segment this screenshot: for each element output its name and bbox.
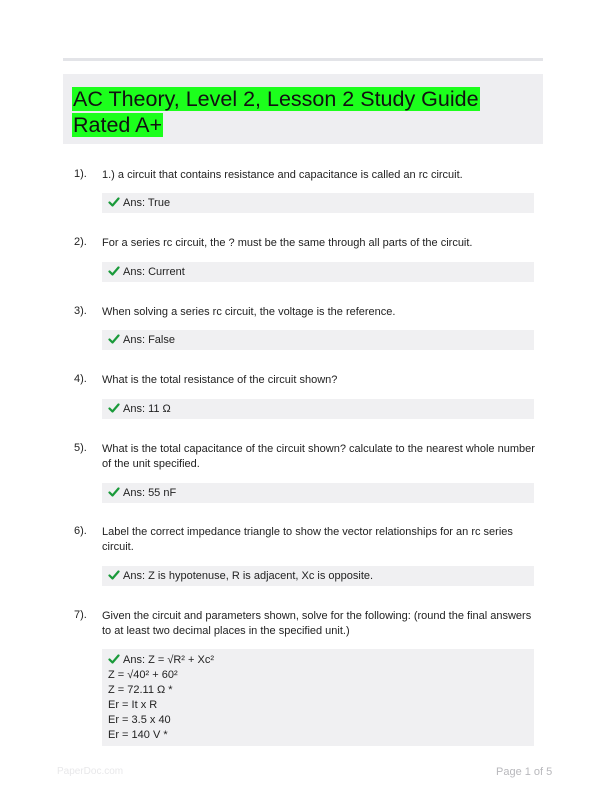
- answer-text: Ans: True: [123, 197, 171, 209]
- footer-watermark: PaperDoc.com: [57, 766, 124, 777]
- answer-line: Z = 72.11 Ω *: [108, 684, 173, 696]
- answer-box: [102, 399, 534, 419]
- answer-box: [102, 483, 534, 503]
- checkmark-icon: [108, 196, 120, 208]
- answer-line: Z = √40² + 60²: [108, 669, 178, 681]
- top-divider: [63, 58, 543, 61]
- question-number: 6).: [74, 525, 87, 537]
- answer-text: Ans: False: [123, 334, 175, 346]
- answer-line: Er = It x R: [108, 699, 158, 711]
- question-text: For a series rc circuit, the ? must be the same through all parts of the circuit.: [102, 237, 473, 249]
- checkmark-icon: [108, 402, 120, 414]
- answer-line: Er = 140 V *: [108, 729, 168, 741]
- question-number: 5).: [74, 442, 87, 454]
- question-number: 1).: [74, 168, 87, 180]
- question-number: 3).: [74, 305, 87, 317]
- checkmark-icon: [108, 653, 120, 665]
- question-number: 7).: [74, 609, 87, 621]
- checkmark-icon: [108, 265, 120, 277]
- document-title: AC Theory, Level 2, Lesson 2 Study Guide Rated A+: [73, 87, 479, 137]
- answer-box: [102, 649, 534, 746]
- answer-text: Ans: 11 Ω: [123, 403, 171, 415]
- answer-box: [102, 262, 534, 282]
- question-text: What is the total capacitance of the circuit shown? calculate to the nearest whole number of the unit specified.: [102, 443, 535, 470]
- question-text: Label the correct impedance triangle to show the vector relationships for an rc series circuit.: [102, 526, 513, 553]
- answer-box: [102, 330, 534, 350]
- question-number: 4).: [74, 373, 87, 385]
- answer-box: [102, 566, 534, 586]
- checkmark-icon: [108, 569, 120, 581]
- answer-line: Ans: Z = √R² + Xc²: [123, 654, 215, 666]
- question-text: 1.) a circuit that contains resistance and capacitance is called an rc circuit.: [102, 169, 463, 181]
- checkmark-icon: [108, 333, 120, 345]
- answer-text: Ans: 55 nF: [123, 487, 177, 499]
- answer-line: Er = 3.5 x 40: [108, 714, 171, 726]
- answer-text: Ans: Z is hypotenuse, R is adjacent, Xc is opposite.: [123, 570, 374, 582]
- question-number: 2).: [74, 236, 87, 248]
- checkmark-icon: [108, 486, 120, 498]
- answer-box: [102, 193, 534, 213]
- answer-text: Ans: Current: [123, 266, 185, 278]
- question-text: Given the circuit and parameters shown, solve for the following: (round the final answers to at least two decimal places in the specified unit.): [102, 610, 532, 637]
- question-text: What is the total resistance of the circuit shown?: [102, 374, 338, 386]
- question-text: When solving a series rc circuit, the voltage is the reference.: [102, 306, 396, 318]
- page-indicator: Page 1 of 5: [496, 766, 553, 778]
